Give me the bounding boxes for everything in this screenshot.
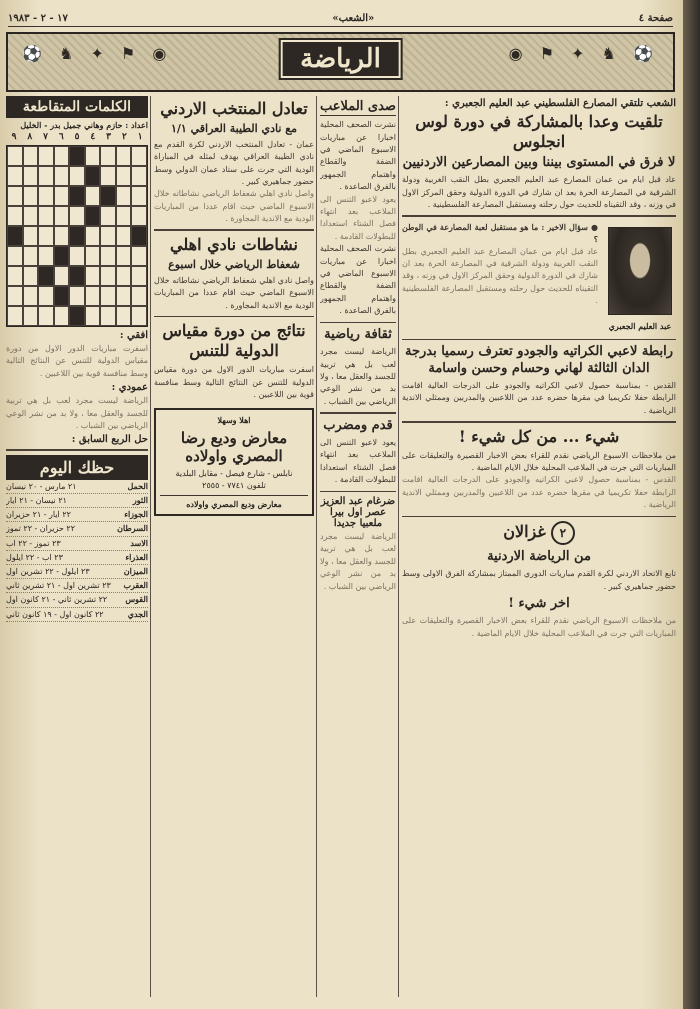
crossword-cell[interactable] — [54, 306, 70, 326]
crossword-cell[interactable] — [69, 246, 85, 266]
crossword-cell[interactable] — [131, 266, 147, 286]
crossword-cell[interactable] — [131, 146, 147, 166]
crossword-cell[interactable] — [100, 306, 116, 326]
sign-dates: ٢٣ تموز - ٢٢ اب — [6, 538, 61, 548]
crossword-cell[interactable] — [23, 266, 39, 286]
crossword-cell[interactable] — [54, 246, 70, 266]
horoscope-item — [6, 608, 148, 622]
across-label: افقي : — [119, 330, 148, 341]
horoscope-item — [6, 565, 148, 579]
echo-body: نشرت الصحف المحلية اخبارا عن مباريات الاسبوع الماضي في الضفة والقطاع واهتمام الجمهور بالفرق الصاعدة . — [320, 120, 396, 192]
crossword-number: ٤ — [90, 132, 96, 142]
crossword-cell[interactable] — [23, 146, 39, 166]
crossword-cell[interactable] — [23, 286, 39, 306]
last-thing-headline: اخر شيء ! — [508, 596, 570, 612]
crossword-cell[interactable] — [38, 306, 54, 326]
crossword-cell[interactable] — [85, 306, 101, 326]
sign-name: الجدي — [127, 608, 148, 619]
crossword-cell[interactable] — [85, 266, 101, 286]
crossword-cell[interactable] — [69, 226, 85, 246]
tennis-results-body: اسفرت مباريات الدور الاول من دورة مقياس الدولية للتنس عن النتائج التالية وسط منافسة قوية بين اللاعبين . — [154, 365, 314, 400]
crossword-cell[interactable] — [85, 146, 101, 166]
culture-body: الرياضة ليست مجرد لعب بل هي تربية للجسد والعقل معا ، ولا بد من نشر الوعي الرياضي بين الشباب . — [320, 347, 396, 406]
sign-dates: ٢٢ تشرين ثاني - ٢١ كانون اول — [6, 595, 108, 605]
crossword-cell[interactable] — [116, 286, 132, 306]
paper-name: «الشعب» — [332, 12, 375, 24]
crossword-cell[interactable] — [7, 306, 23, 326]
crossword-cell[interactable] — [100, 186, 116, 206]
crossword-cell[interactable] — [23, 166, 39, 186]
stadium-headline: ضرغام عبد العزيز عصر اول بيرا ملعبيا جديدا — [320, 496, 396, 530]
briefs-body: من ملاحظات الاسبوع الرياضي نقدم للقراء بعض الاخبار القصيرة والتعليقات على المباريات التي جرت في الملاعب المحلية خلال الايام الماضية . — [402, 450, 676, 472]
crossword-cell[interactable] — [85, 186, 101, 206]
crossword-cell[interactable] — [131, 246, 147, 266]
crossword-cell[interactable] — [85, 226, 101, 246]
crossword-cell[interactable] — [116, 206, 132, 226]
advertisement — [154, 408, 314, 516]
main-subhead: لا فرق في المستوى بيننا وبين المصارعين الاردنيين — [402, 155, 676, 170]
sign-name: الميزان — [123, 565, 148, 576]
echo-body-2: يعود لاعبو التنس الى الملاعب بعد انتهاء فصل الشتاء استعدادا للبطولات القادمة . — [320, 194, 396, 241]
crossword-cell[interactable] — [100, 226, 116, 246]
sign-dates: ٢٣ ايلول - ٢٢ تشرين اول — [6, 566, 90, 576]
club-activities-sub: شعفاط الرياضي خلال اسبوع — [168, 257, 300, 271]
horoscope-list — [6, 480, 148, 622]
crossword-cell[interactable] — [23, 306, 39, 326]
crossword-number: ٢ — [121, 132, 127, 142]
main-headline: تلقيت وعدا بالمشاركة في دورة لوس انجلوس — [415, 112, 663, 151]
crossword-cell[interactable] — [100, 146, 116, 166]
crossword-cell[interactable] — [23, 246, 39, 266]
horoscope-item — [6, 508, 148, 522]
sports-pictogram-icon: ◉ ⚑ ✦ ♞ ⚽ — [22, 44, 173, 63]
jordan-draw-sub: مع نادي الطيبة العراقي ١/١ — [170, 122, 298, 135]
crossword-cell[interactable] — [54, 226, 70, 246]
sports-pictogram-icon: ⚽ ♞ ✦ ⚑ ◉ — [508, 44, 659, 63]
page-label: صفحة ٤ — [638, 12, 673, 24]
crossword-cell[interactable] — [69, 286, 85, 306]
briefs-headline: شيء ... من كل شيء ! — [458, 426, 620, 446]
crossword-cell[interactable] — [100, 286, 116, 306]
sign-dates: ٢٢ حزيران - ٢٢ تموز — [6, 524, 76, 534]
crossword-cell[interactable] — [7, 266, 23, 286]
horoscope-item — [6, 593, 148, 607]
sports-masthead — [6, 32, 675, 92]
wrestler-photo — [608, 227, 672, 315]
news-column — [154, 96, 314, 999]
jordan-draw-headline: تعادل المنتخب الاردني — [160, 99, 308, 118]
crossword-cell[interactable] — [54, 266, 70, 286]
sign-dates: ٢١ نيسان - ٢١ ايار — [6, 496, 67, 506]
culture-headline: ثقافة رياضية — [324, 327, 392, 342]
crossword-cell[interactable] — [100, 266, 116, 286]
crossword-cell[interactable] — [100, 166, 116, 186]
section-title: الرياضة — [280, 40, 401, 78]
crossword-cell[interactable] — [69, 186, 85, 206]
karate-headline: رابطة لاعبي الكراتيه والجودو تعترف رسميا بدرجة الدان الثالثة لهاني وحسام وحسن واسامة — [404, 344, 674, 376]
sign-name: العقرب — [123, 580, 148, 591]
crossword-number: ٣ — [106, 132, 112, 142]
crossword-cell[interactable] — [7, 206, 23, 226]
crossword-cell[interactable] — [69, 166, 85, 186]
crossword-cell[interactable] — [100, 246, 116, 266]
sign-name: القوس — [125, 594, 148, 605]
karate-body: القدس - بمناسبة حصول لاعبي الكراتيه والجودو على الدرجات العالية اقامت الرابطة حفلا تكريميا في مقرها حضره عدد من اللاعبين والمدربين وممثلي الاندية الرياضية . — [402, 380, 676, 415]
sign-name: الجوزاء — [124, 509, 148, 520]
crossword-cell[interactable] — [116, 146, 132, 166]
down-label: عمودي : — [111, 382, 148, 394]
crossword-cell[interactable] — [85, 166, 101, 186]
crossword-cell[interactable] — [7, 146, 23, 166]
puzzle-column — [6, 96, 148, 999]
crossword-grid — [6, 145, 148, 327]
club-activities-headline: نشاطات نادي اهلي — [170, 234, 298, 254]
crossword-cell[interactable] — [7, 166, 23, 186]
crossword-cell[interactable] — [69, 306, 85, 326]
crossword-cell[interactable] — [38, 146, 54, 166]
crossword-cell[interactable] — [116, 246, 132, 266]
crossword-number: ٩ — [11, 132, 17, 142]
page-header — [8, 10, 673, 27]
crossword-cell[interactable] — [85, 206, 101, 226]
tennis-results-headline: نتائج من دورة مقياس الدولية للتنس — [162, 321, 306, 361]
crossword-author: اعداد : حازم وهاني جميل بدر - الخليل — [20, 120, 148, 130]
sign-name: العذراء — [125, 551, 148, 562]
crossword-cell[interactable] — [131, 286, 147, 306]
crossword-cell[interactable] — [23, 206, 39, 226]
crossword-number: ١ — [137, 132, 143, 142]
ad-title: معارض وديع رضا المصري واولاده — [180, 428, 288, 465]
crossword-cell[interactable] — [69, 266, 85, 286]
across-clues: اسفرت مباريات الدور الاول من دورة مقياس الدولية للتنس عن النتائج التالية وسط منافسة قوية بين اللاعبين . — [6, 344, 148, 378]
crossword-title: الكلمات المتقاطعة — [6, 96, 148, 118]
sign-dates: ٢٢ ايار - ٢١ حزيران — [6, 510, 71, 520]
crossword-cell[interactable] — [131, 166, 147, 186]
crossword-cell[interactable] — [116, 226, 132, 246]
crossword-cell[interactable] — [131, 226, 147, 246]
crossword-cell[interactable] — [7, 246, 23, 266]
crossword-cell[interactable] — [116, 186, 132, 206]
horoscope-item — [6, 494, 148, 508]
sign-name: الحمل — [127, 480, 148, 491]
crossword-cell[interactable] — [38, 226, 54, 246]
photo-caption: عبد العليم الجعبري — [608, 320, 672, 331]
main-kicker: الشعب تلتقي المصارع الفلسطيني عبد العليم الجعبري : — [444, 98, 676, 109]
horoscope-item — [6, 480, 148, 494]
jordan-sports-headline: من الرياضة الاردنية — [487, 549, 591, 565]
tennis-headline: قدم ومضرب — [323, 417, 393, 433]
tennis-body: يعود لاعبو التنس الى الملاعب بعد انتهاء فصل الشتاء استعدادا للبطولات القادمة . — [320, 437, 396, 485]
crossword-cell[interactable] — [38, 286, 54, 306]
echo-column — [320, 96, 396, 999]
ad-footer: معارض وديع المصري واولاده — [160, 495, 308, 510]
main-intro: عاد قبل ايام من عمان المصارع عبد العليم الجعبري بطل النقب الغربية ودولة الشرقية في المصارعة الحرة بعد ان شارك في الدورة الدولية وحقق المركز الاول في وزنه ، وقد التقيناه للحديث حول رحلته ومستقبل المصارعة الفلسطينية . — [402, 175, 676, 210]
last-thing-body: من ملاحظات الاسبوع الرياضي نقدم للقراء بعض الاخبار القصيرة والتعليقات على المباريات التي جرت في الملاعب المحلية خلال الايام الماضية . — [402, 616, 676, 638]
crossword-cell[interactable] — [131, 306, 147, 326]
crossword-cell[interactable] — [38, 206, 54, 226]
ad-address: نابلس - شارع فيصل - مقابل البلدية — [175, 468, 293, 478]
solution-label: حل الربع السابق : — [71, 434, 148, 446]
crossword-cell[interactable] — [7, 286, 23, 306]
echo-body-3: نشرت الصحف المحلية اخبارا عن مباريات الاسبوع الماضي في الضفة والقطاع واهتمام الجمهور بالفرق الصاعدة . — [320, 244, 396, 316]
crossword-cell[interactable] — [54, 186, 70, 206]
crossword-cell[interactable] — [23, 186, 39, 206]
crossword-cell[interactable] — [7, 226, 23, 246]
crossword-numbers — [6, 132, 148, 142]
number-badge: ٢ — [551, 521, 575, 545]
echo-section-title: صدى الملاعب — [320, 99, 396, 116]
crossword-cell[interactable] — [54, 206, 70, 226]
crossword-cell[interactable] — [85, 286, 101, 306]
crossword-cell[interactable] — [116, 266, 132, 286]
crossword-number: ٨ — [27, 132, 33, 142]
crossword-cell[interactable] — [116, 166, 132, 186]
jordan-draw-body-2: واصل نادي اهلي شعفاط الرياضي نشاطاته خلال الاسبوع الماضي حيث اقام عددا من المباريات الودية مع الاندية المجاورة . — [154, 189, 314, 224]
crossword-cell[interactable] — [7, 186, 23, 206]
crossword-cell[interactable] — [54, 286, 70, 306]
crossword-cell[interactable] — [23, 226, 39, 246]
sign-dates: ٢٣ تشرين اول - ٢١ تشرين ثاني — [6, 581, 111, 591]
club-activities-body: واصل نادي اهلي شعفاط الرياضي نشاطاته خلال الاسبوع الماضي حيث اقام عددا من المباريات الودية مع الاندية المجاورة . — [154, 275, 314, 310]
jordan-sports-body: تابع الاتحاد الاردني لكرة القدم مباريات الدوري الممتاز بمشاركة الفرق الاولى وسط حضور جماهيري كبير . — [402, 569, 676, 591]
crossword-cell[interactable] — [116, 306, 132, 326]
main-story-column — [402, 96, 676, 999]
horoscope-item — [6, 551, 148, 565]
crossword-cell[interactable] — [38, 266, 54, 286]
crossword-cell[interactable] — [131, 186, 147, 206]
horoscope-item — [6, 522, 148, 536]
sign-name: السرطان — [117, 523, 148, 534]
crossword-number: ٦ — [58, 132, 64, 142]
crossword-cell[interactable] — [69, 146, 85, 166]
crossword-cell[interactable] — [38, 186, 54, 206]
crossword-cell[interactable] — [69, 206, 85, 226]
horoscope-title: حظك اليوم — [6, 455, 148, 480]
interview-body: عاد قبل ايام من عمان المصارع عبد العليم الجعبري بطل النقب الغربية ودولة الشرقية في المصارعة الحرة بعد ان شارك في الدورة الدولية وحقق المركز الاول في وزنه ، وقد التقيناه للحديث حول رحلته ومستقبل المصارعة الفلسطينية . — [402, 246, 598, 306]
crossword-cell[interactable] — [100, 206, 116, 226]
binding-spine — [683, 0, 700, 1009]
issue-date: ١٧ - ٢ - ١٩٨٣ — [8, 12, 68, 24]
interview-question: ● سؤال الاخير : ما هو مستقبل لعبة المصارعة في الوطن ؟ — [402, 221, 598, 245]
ad-welcome: اهلا وسهلا — [217, 414, 251, 425]
crossword-cell[interactable] — [131, 206, 147, 226]
crossword-cell[interactable] — [38, 166, 54, 186]
sign-name: الثور — [132, 495, 148, 506]
briefs-body-2: القدس - بمناسبة حصول لاعبي الكراتيه والجودو على الدرجات العالية اقامت الرابطة حفلا تكريميا في مقرها حضره عدد من اللاعبين والمدربين وممثلي الاندية الرياضية . — [402, 475, 676, 510]
horoscope-item — [6, 579, 148, 593]
sign-name: الاسد — [130, 537, 148, 548]
crossword-cell[interactable] — [85, 246, 101, 266]
down-clues: الرياضة ليست مجرد لعب بل هي تربية للجسد والعقل معا ، ولا بد من نشر الوعي الرياضي بين الشباب . — [6, 396, 148, 430]
jordan-draw-body: عمان - تعادل المنتخب الاردني لكرة القدم مع نادي الطيبة العراقي بهدف لمثله في المباراة الودية التي جرت على ستاد عمان الدولي وسط حضور جماهيري كبير . — [154, 139, 314, 186]
crossword-number: ٧ — [43, 132, 48, 142]
crossword-number: ٥ — [74, 132, 80, 142]
sign-dates: ٢١ مارس - ٢٠ نيسان — [6, 481, 77, 491]
crossword-cell[interactable] — [54, 166, 70, 186]
crossword-cell[interactable] — [38, 246, 54, 266]
sign-dates: ٢٢ كانون اول - ١٩ كانون ثاني — [6, 609, 104, 619]
stadium-body: الرياضة ليست مجرد لعب بل هي تربية للجسد والعقل معا ، ولا بد من نشر الوعي الرياضي بين الشباب . — [320, 532, 396, 591]
sign-dates: ٢٣ اب - ٢٢ ايلول — [6, 552, 63, 562]
ad-phone: تلفون ٧٧٤١ - ٢٥٥٥ — [202, 480, 266, 490]
gazelles-headline: غزالان — [503, 522, 546, 542]
crossword-cell[interactable] — [54, 146, 70, 166]
horoscope-item — [6, 537, 148, 551]
